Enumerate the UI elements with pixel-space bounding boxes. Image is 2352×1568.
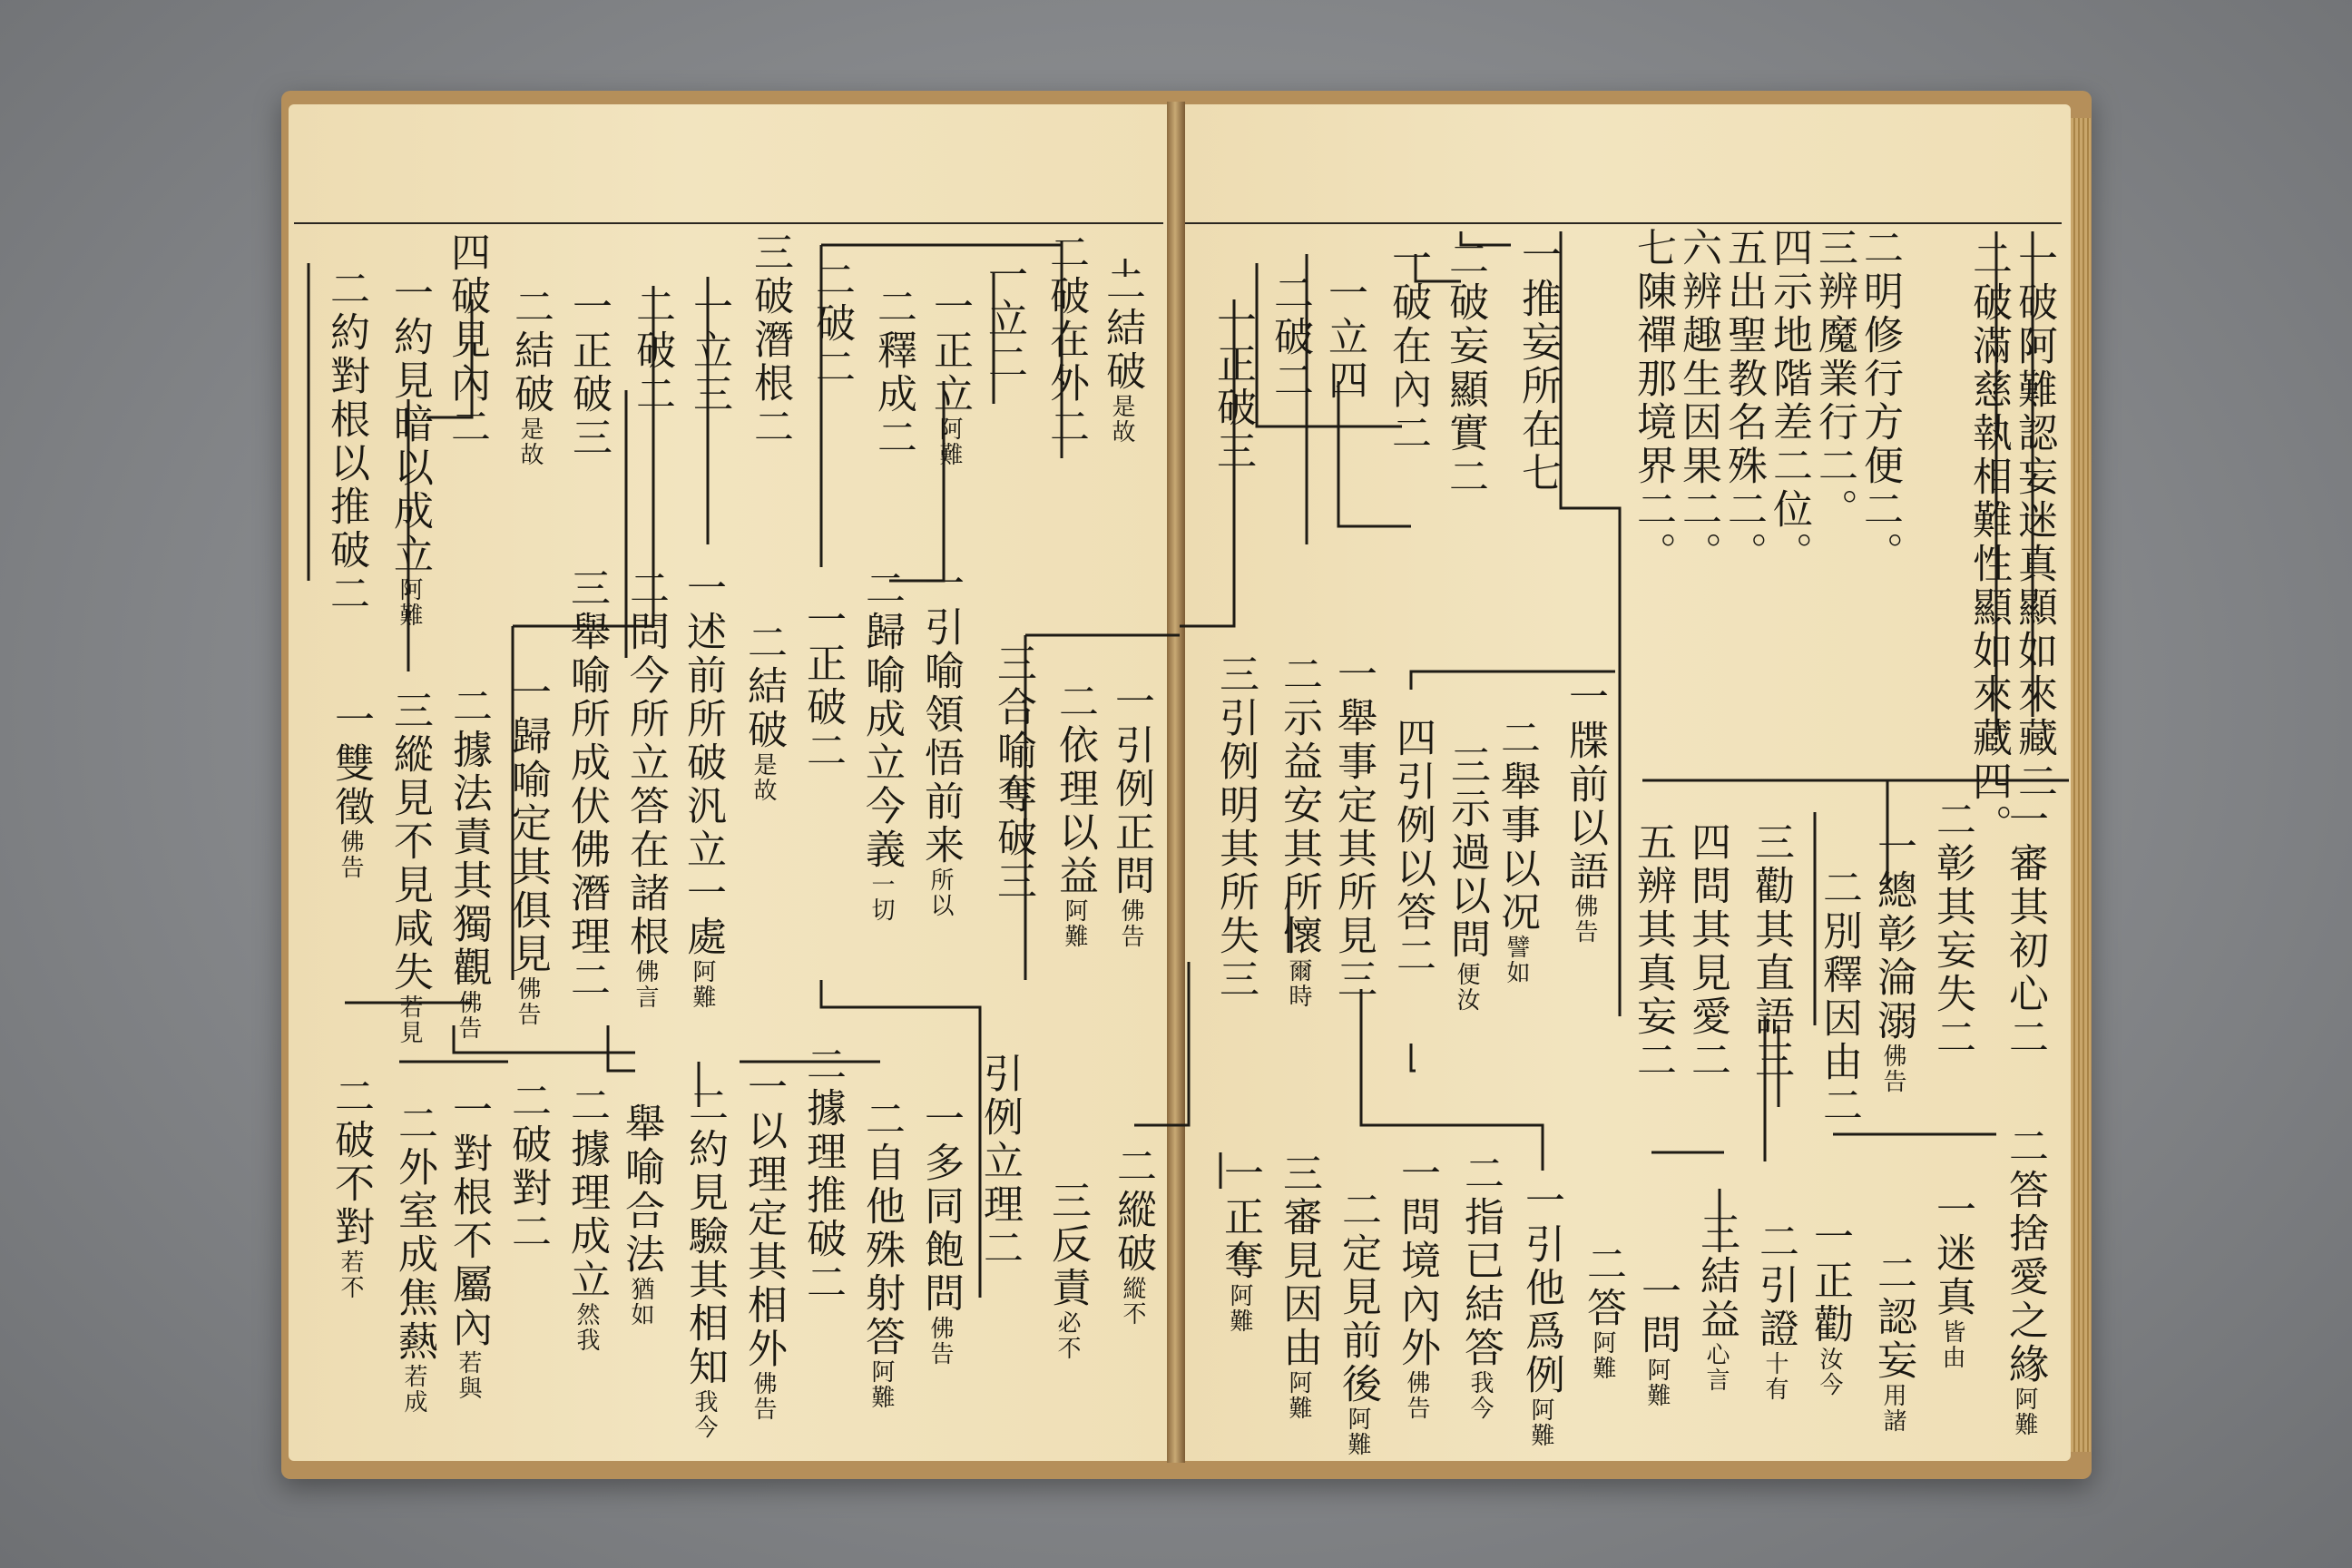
outline-entry: 二破對二	[505, 1080, 551, 1254]
outline-entry: 二破妄顯實二	[1442, 238, 1488, 499]
outline-entry: 一歸喻定其俱見佛告	[505, 671, 551, 1027]
outline-entry: 舉喻合法猶如	[618, 1102, 664, 1328]
outline-entry: 三縱見不見咸失若見	[387, 690, 433, 1045]
outline-entry: 二結破是故	[507, 286, 554, 467]
outline-entry: 七陳禪那境界二。	[1630, 227, 1676, 575]
outline-entry: 二約見驗其相知我今	[681, 1084, 728, 1440]
outline-entry: 一總彰淪溺佛告	[1870, 826, 1916, 1094]
outline-entry: 三示過以問便汝	[1444, 744, 1490, 1013]
outline-entry: 一以理定其相外佛告	[740, 1066, 787, 1422]
outline-entry: 一引他爲例阿難	[1518, 1180, 1564, 1448]
outline-entry: 一多同飽問佛告	[917, 1098, 964, 1367]
outline-entry: 二歸喻成立今義一切	[858, 567, 905, 923]
outline-entry: 二縱破縱不	[1110, 1145, 1156, 1327]
outline-entry: 二彰其妄失二	[1929, 799, 1975, 1060]
outline-entry: 五辨其真妄二	[1630, 821, 1676, 1083]
outline-entry: 四示地階差二位。	[1766, 227, 1812, 575]
outline-entry: 四破見內二	[444, 231, 490, 449]
outline-entry: 一問境內外佛告	[1394, 1152, 1440, 1421]
outline-entry: 二結破是故	[1099, 263, 1145, 445]
outline-entry: 三結益心言	[1693, 1211, 1740, 1393]
outline-entry: 二破滿慈執相難性顯如來藏四。	[1965, 238, 2012, 848]
outline-entry: 一正勸汝今	[1807, 1216, 1853, 1397]
outline-entry: 四引例以答二	[1389, 717, 1436, 978]
outline-entry: 一推妄所在七	[1514, 234, 1561, 495]
outline-entry: 一審其初心二	[2002, 799, 2048, 1060]
outline-entry: 二據理推破二	[799, 1044, 846, 1305]
outline-entry: 三勸其直語三	[1748, 821, 1794, 1083]
outline-entry: 一破阿難認妄迷真顯如來藏二	[2011, 238, 2057, 804]
outline-entry: 一破在內二	[1385, 238, 1431, 456]
outline-entry: 二據法責其獨觀佛告	[446, 685, 492, 1041]
outline-entry: 一舉事定其所見三	[1330, 653, 1377, 1002]
outline-entry: 三合喻奪破三	[990, 642, 1036, 904]
outline-entry: 二自他殊射答阿難	[858, 1098, 905, 1410]
outline-entry: 二指已結答我今	[1457, 1152, 1504, 1421]
outline-entry: 二答阿難	[1580, 1243, 1626, 1381]
outline-entry: 四問其見愛二	[1684, 821, 1730, 1083]
outline-entry: 一立二	[981, 254, 1027, 385]
outline-entry: 引例立理二	[976, 1053, 1023, 1270]
outline-entry: 三引例明其所失三	[1212, 653, 1259, 1002]
outline-entry: 二別釋因由二	[1816, 867, 1862, 1128]
outline-entry: 二示益安其所懷爾時	[1276, 653, 1322, 1009]
outline-entry: 一立三	[686, 286, 732, 416]
outline-entry: 二據理成立然我	[564, 1084, 610, 1353]
outline-entry: 一迷真皆由	[1929, 1189, 1975, 1370]
outline-entry: 一對根不屬內若與	[446, 1089, 492, 1401]
outline-entry: 一正破二	[799, 599, 846, 773]
outline-entry: 二明修行方便二。	[1857, 227, 1903, 575]
outline-entry: 三舉喻所成伏佛潛理二	[564, 567, 610, 1003]
outline-entry: 二依理以益阿難	[1052, 681, 1098, 949]
outline-entry: 三審見因由阿難	[1276, 1152, 1322, 1421]
outline-entry: 三反責必不	[1044, 1180, 1091, 1361]
outline-entry: 一引喻領悟前来所以	[917, 563, 964, 918]
outline-entry: 六辨趣生因果二。	[1675, 227, 1721, 575]
outline-entry: 二定見前後阿難	[1335, 1189, 1381, 1457]
outline-entry: 一牒前以語佛告	[1562, 676, 1608, 945]
outline-entry: 二釋成二	[870, 286, 916, 460]
outline-entry: 二認妄用諸	[1870, 1252, 1916, 1434]
outline-entry: 一正破三	[1210, 299, 1256, 474]
outline-entry: 一正立阿難	[926, 286, 973, 467]
outline-entry: 二破在外二	[1043, 231, 1089, 449]
outline-entry: 一立四	[1321, 272, 1367, 403]
outline-entry: 三破潛根二	[747, 231, 793, 449]
outline-entry: 二破二	[629, 286, 675, 416]
outline-entry: 一正奪阿難	[1217, 1152, 1263, 1334]
outline-entry: 二問今所立答在諸根佛言	[622, 567, 669, 1010]
outline-entry: 一問阿難	[1634, 1270, 1681, 1408]
outline-entry: 二破二	[808, 259, 855, 389]
outline-entry: 二破不對若不	[328, 1075, 374, 1300]
outline-entry: 二外室成焦爇若成	[391, 1102, 437, 1415]
outline-entry: 二引證十有	[1752, 1220, 1798, 1402]
outline-entry: 二答捨愛之緣阿難	[2002, 1125, 2048, 1437]
outline-entry: 一雙徵佛告	[328, 699, 374, 880]
outline-entry: 二結破是故	[740, 622, 787, 803]
outline-entry: 一正破三	[565, 286, 612, 460]
outline-entry: 二約對根以推破二	[323, 268, 369, 616]
outline-entry: 一引例正問佛告	[1108, 681, 1154, 949]
outline-entry: 二破二	[1267, 272, 1313, 403]
outline-entry: 三辨魔業行二。	[1811, 227, 1857, 532]
outline-entry: 二舉事以况譬如	[1494, 717, 1540, 985]
outline-entry: 一述前所破汎立一處阿難	[680, 567, 726, 1010]
outline-entry: 五出聖教名殊二。	[1720, 227, 1767, 575]
outline-entry: 一約見暗以成立阿難	[387, 272, 433, 628]
